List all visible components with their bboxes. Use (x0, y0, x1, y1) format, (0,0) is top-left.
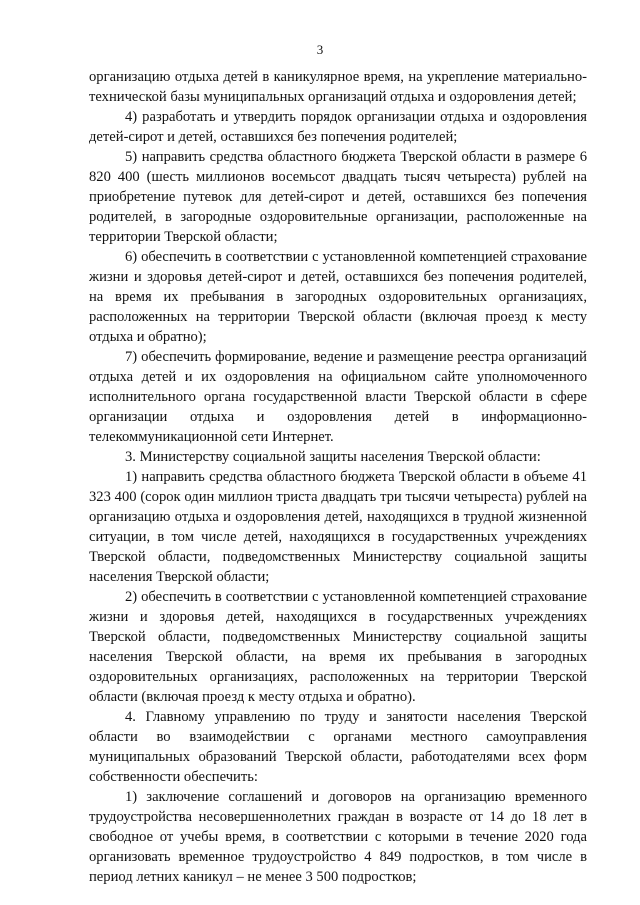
paragraph-section-3-item-2: 2) обеспечить в соответствии с установленной компетенцией страхование жизни и здоровья детей, находящихся в государственных учреждениях Тверской области, подведомственных Министерству социальной защиты населения Тверской области, на время их пребывания в загородных оздоровительных организациях, расположенных на территории Тверской области (включая проезд к месту отдыха и обратно). (89, 589, 587, 705)
paragraph-item-5: 5) направить средства областного бюджета Тверской области в размере 6 820 400 (шесть миллионов восемьсот двадцать тысяч четыреста) рублей на приобретение путевок для детей-сирот и детей, оставшихся без попечения родителей, в загородные оздоровительные организации, расположенные на территории Тверской области; (89, 149, 587, 245)
paragraph-section-4: 4. Главному управлению по труду и занятости населения Тверской области во взаимодействии с органами местного самоуправления муниципальных образований Тверской области, работодателями всех форм собственности обеспечить: (89, 709, 587, 785)
page-number: 3 (316, 42, 324, 57)
paragraph-section-3-item-1: 1) направить средства областного бюджета Тверской области в объеме 41 323 400 (сорок один миллион триста двадцать три тысячи четыреста) рублей на организацию отдыха и оздоровления детей, находящихся в трудной жизненной ситуации, в том числе детей, находящихся в государственных учреждениях Тверской области, подведомственных Министерству социальной защиты населения Тверской области; (89, 469, 587, 585)
paragraph-section-4-item-1: 1) заключение соглашений и договоров на организацию временного трудоустройства несовершеннолетних граждан в возрасте от 14 до 18 лет в свободное от учебы время, в соответствии с которыми в течение 2020 года организовать временное трудоустройство 4 849 подростков, в том числе в период летних каникул – не менее 3 500 подростков; (89, 789, 587, 885)
paragraph-continuation: организацию отдыха детей в каникулярное время, на укрепление материально-технической базы муниципальных организаций отдыха и оздоровления детей; (89, 69, 587, 105)
paragraph-section-3: 3. Министерству социальной защиты населения Тверской области: (125, 449, 541, 465)
paragraph-item-6: 6) обеспечить в соответствии с установленной компетенцией страхование жизни и здоровья детей-сирот и детей, оставшихся без попечения родителей, на время их пребывания в загородных оздоровительных организациях, расположенных на территории Тверской области (включая проезд к месту отдыха и обратно); (89, 249, 587, 345)
paragraph-item-4: 4) разработать и утвердить порядок организации отдыха и оздоровления детей-сирот и детей, оставшихся без попечения родителей; (89, 109, 587, 145)
document-body (89, 67, 587, 887)
paragraph-item-7: 7) обеспечить формирование, ведение и размещение реестра организаций отдыха детей и их оздоровления на официальном сайте уполномоченного исполнительного органа государственной власти Тверской области в сфере организации отдыха и оздоровления детей в информационно-телекоммуникационной сети Интернет. (89, 349, 587, 445)
